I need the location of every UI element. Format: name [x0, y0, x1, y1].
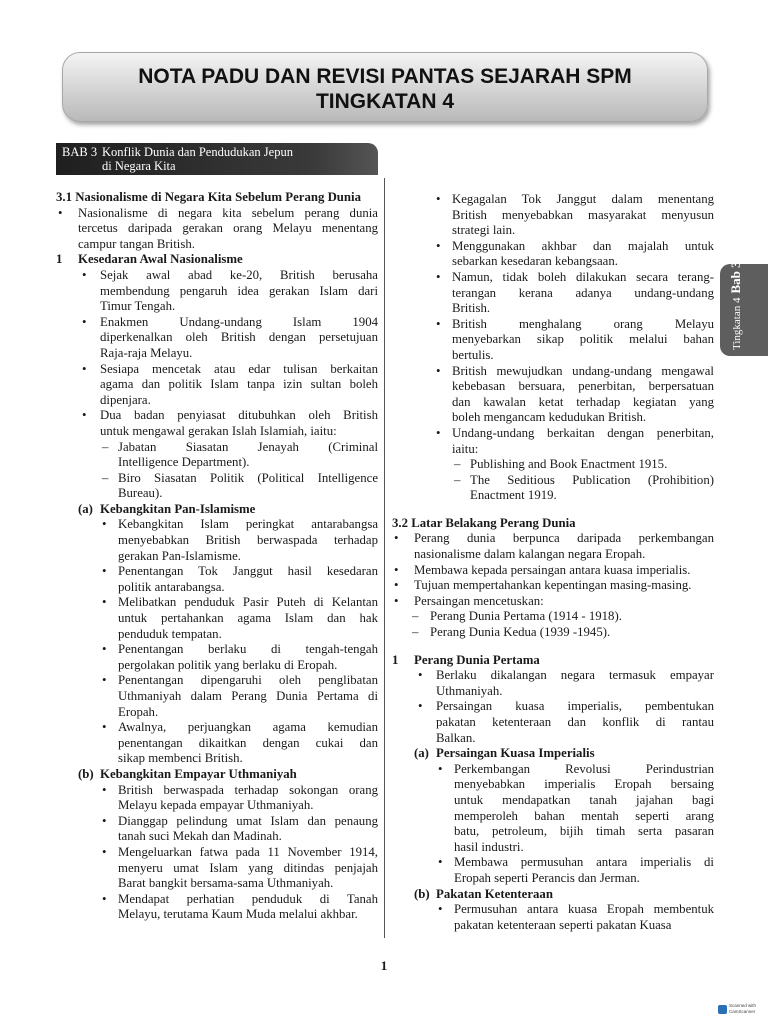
- chapter-bar: [56, 143, 378, 175]
- bullet-item: [392, 364, 714, 426]
- list-marker: –: [412, 625, 419, 640]
- bullet-item: [392, 563, 714, 579]
- side-chapter-tab: [720, 261, 768, 356]
- chapter-title: [102, 145, 293, 175]
- text-line: Penentangan dipengaruhi oleh penglibatan: [118, 673, 378, 688]
- side-tab-form: Tingkatan 4: [731, 297, 743, 350]
- bullet-item: [392, 625, 714, 641]
- text-line: Penentangan berlaku di tengah-tengah: [118, 642, 378, 657]
- list-marker: •: [436, 192, 441, 206]
- text-line: British menghalang orang Melayu: [452, 316, 714, 331]
- list-marker: •: [102, 891, 107, 906]
- text-line: Melibatkan penduduk Pasir Puteh di Kelantan: [118, 595, 378, 610]
- text-line: Biro Siasatan Politik (Political Intelligence: [118, 470, 378, 485]
- list-marker: –: [412, 609, 419, 624]
- list-marker: (a): [414, 746, 429, 761]
- chapter-title-line-1: Konflik Dunia dan Pendudukan Jepun: [102, 145, 293, 159]
- bullet-item: [392, 578, 714, 594]
- list-marker: •: [58, 205, 63, 220]
- text-line: Awalnya, perjuangkan agama kemudian: [118, 720, 378, 735]
- text-line: Nasionalisme di negara kita sebelum perang dunia: [78, 205, 378, 220]
- text-line: strategi lain.: [452, 223, 516, 238]
- heading-text: Kebangkitan Pan-Islamisme: [100, 501, 256, 516]
- text-line: Bureau).: [118, 486, 163, 501]
- list-marker: •: [82, 408, 87, 423]
- text-line: Kegagalan Tok Janggut dalam menentang: [452, 192, 714, 206]
- list-marker: •: [102, 595, 107, 610]
- list-marker: •: [102, 564, 107, 579]
- bullet-item: [56, 440, 378, 471]
- list-marker: –: [454, 472, 461, 487]
- bullet-item: [56, 268, 378, 315]
- text-line: Balkan.: [436, 730, 476, 745]
- heading-text: Kebangkitan Empayar Uthmaniyah: [100, 766, 297, 781]
- bullet-item: [56, 642, 378, 673]
- numbered-heading: [56, 767, 378, 783]
- bullet-item: [56, 814, 378, 845]
- list-marker: •: [102, 517, 107, 532]
- text-line: Dianggap pelindung umat Islam dan penaung: [118, 813, 378, 828]
- right-column: [392, 192, 714, 933]
- text-line: sebarkan kesedaran kebangsaan.: [452, 254, 618, 269]
- section-heading: 3.2 Latar Belakang Perang Dunia: [392, 515, 576, 530]
- text-line: Dua badan penyiasat ditubuhkan oleh British: [100, 408, 378, 423]
- bullet-item: [56, 362, 378, 409]
- section-heading: 3.1 Nasionalisme di Negara Kita Sebelum Perang Dunia: [56, 190, 361, 204]
- bullet-item: [56, 783, 378, 814]
- bullet-item: [392, 317, 714, 364]
- column-divider: [384, 178, 385, 938]
- list-marker: (b): [414, 886, 430, 901]
- text-line: Kebangkitan Islam peringkat antarabangsa: [118, 517, 378, 532]
- text-line: Perang dunia berpunca daripada perkembangan: [414, 531, 714, 546]
- bullet-item: [392, 239, 714, 270]
- text-line: British mewujudkan undang-undang mengawal: [452, 363, 714, 378]
- chapter-title-line-2: di Negara Kita: [102, 159, 176, 173]
- text-line: politik antarabangsa.: [118, 579, 225, 594]
- bullet-item: [392, 192, 714, 239]
- text-line: pakatan ketenteraan seperti pakatan Kuasa: [454, 917, 672, 932]
- text-line: Eropah.: [118, 704, 159, 719]
- numbered-heading: [392, 746, 714, 762]
- list-marker: •: [436, 269, 441, 284]
- text-line: Mengeluarkan fatwa pada 11 November 1914,: [118, 844, 378, 859]
- text-line: boleh mengancam kedudukan British.: [452, 410, 647, 425]
- text-line: untuk pertahankan agama Islam dan hak: [118, 611, 378, 626]
- text-line: Sesiapa mencetak atau edar tulisan berkaitan: [100, 361, 378, 376]
- text-line: nasionalisme dalam kalangan negara Eropah.: [414, 547, 646, 562]
- scanner-line-2: CamScanner: [729, 1009, 756, 1014]
- text-line: Menggunakan akhbar dan majalah untuk: [452, 238, 714, 253]
- list-marker: •: [436, 238, 441, 253]
- text-line: Membawa kepada persaingan antara kuasa imperialis.: [414, 562, 691, 577]
- list-marker: •: [436, 363, 441, 378]
- text-line: pakatan ketenteraan dan konflik di rantau: [436, 715, 714, 729]
- text-line: menyebabkan British berwaspada terhadap: [118, 533, 378, 548]
- text-line: Jabatan Siasatan Jenayah (Criminal: [118, 439, 378, 454]
- bullet-item: [392, 855, 714, 886]
- text-line: menyeru umat Islam yang ditindas penjajah: [118, 860, 378, 875]
- text-line: hasil industri.: [454, 839, 524, 854]
- list-marker: •: [436, 316, 441, 331]
- list-marker: •: [102, 642, 107, 657]
- spacer: [392, 641, 714, 653]
- list-marker: •: [102, 720, 107, 735]
- text-line: membendung pengaruh idea gerakan Islam dari: [100, 283, 378, 298]
- list-marker: •: [436, 425, 441, 440]
- text-line: campur tangan British.: [78, 236, 195, 251]
- list-marker: •: [82, 267, 87, 282]
- text-line: terangan kerana adanya undang-undang: [452, 285, 714, 300]
- text-line: untuk mendapatkan tanah jajahan bagi: [454, 792, 714, 807]
- list-marker: –: [102, 439, 109, 454]
- numbered-heading: [392, 653, 714, 669]
- text-line: Enactment 1919.: [470, 488, 557, 503]
- list-marker: (a): [78, 501, 93, 516]
- text-line: Publishing and Book Enactment 1915.: [470, 457, 668, 472]
- text-line: Timur Tengah.: [100, 299, 176, 314]
- chapter-number: BAB 3: [62, 145, 98, 159]
- list-marker: •: [102, 782, 107, 797]
- text-line: Enakmen Undang-undang Islam 1904: [100, 314, 378, 329]
- bullet-item: [56, 720, 378, 767]
- bullet-item: [56, 408, 378, 439]
- list-marker: •: [102, 844, 107, 859]
- list-marker: •: [394, 531, 399, 546]
- list-marker: •: [394, 578, 399, 593]
- list-marker: 1: [392, 652, 399, 667]
- text-line: Persaingan mencetuskan:: [414, 593, 544, 608]
- text-line: Raja-raja Melayu.: [100, 345, 193, 360]
- bullet-item: [56, 471, 378, 502]
- text-line: Undang-undang berkaitan dengan penerbitan,: [452, 425, 714, 440]
- list-marker: •: [438, 902, 443, 917]
- text-line: Tujuan mempertahankan kepentingan masing-masing.: [414, 578, 692, 593]
- text-line: dan kawalan ketat terhadap kegiatan yang: [452, 394, 714, 409]
- page-number: 1: [380, 958, 388, 973]
- text-line: Eropah seperti Perancis dan Jerman.: [454, 870, 640, 885]
- list-marker: •: [418, 668, 423, 683]
- bullet-item: [56, 564, 378, 595]
- numbered-heading: [56, 252, 378, 268]
- bullet-item: [56, 595, 378, 642]
- bullet-item: [392, 699, 714, 746]
- bullet-item: [392, 473, 714, 504]
- list-marker: •: [438, 855, 443, 870]
- text-line: Perkembangan Revolusi Perindustrian: [454, 761, 714, 776]
- text-line: Melayu kepada empayar Uthmaniyah.: [118, 798, 314, 813]
- bullet-item: [392, 762, 714, 856]
- text-line: Berlaku dikalangan negara termasuk empayar: [436, 668, 714, 683]
- heading-text: Persaingan Kuasa Imperialis: [436, 746, 595, 761]
- text-line: Membawa permusuhan antara imperialis di: [454, 855, 714, 870]
- text-line: British menyebabkan masyarakat menyusun: [452, 207, 714, 222]
- bullet-item: [392, 531, 714, 562]
- text-line: untuk mengawal gerakan Islah Islamiah, iaitu:: [100, 423, 337, 438]
- list-marker: •: [394, 593, 399, 608]
- text-line: menyebarkan sikap politik melalui bahan: [452, 332, 714, 347]
- text-line: gerakan Pan-Islamisme.: [118, 548, 241, 563]
- text-line: bertulis.: [452, 347, 494, 362]
- numbered-heading: [392, 887, 714, 903]
- title-line-1: NOTA PADU DAN REVISI PANTAS SEJARAH SPM: [138, 65, 632, 88]
- list-marker: •: [418, 699, 423, 714]
- list-marker: •: [82, 314, 87, 329]
- side-tab-chapter: Bab 3: [728, 261, 743, 294]
- list-marker: •: [82, 361, 87, 376]
- text-line: Uthmaniyah dalam Perang Dunia Pertama di: [118, 689, 378, 703]
- list-marker: –: [102, 470, 109, 485]
- text-line: agama dan politik Islam tanpa izin sultan boleh: [100, 377, 378, 392]
- camscanner-logo-icon: [718, 1005, 727, 1014]
- heading-text: Kesedaran Awal Nasionalisme: [78, 252, 243, 267]
- text-line: menyebabkan imperialis Eropah bersaing: [454, 777, 714, 792]
- text-line: The Seditious Publication (Prohibition): [470, 472, 714, 487]
- title-banner: [62, 52, 708, 122]
- text-line: Sejak awal abad ke-20, British berusaha: [100, 267, 378, 282]
- list-marker: •: [102, 813, 107, 828]
- text-line: Persaingan kuasa imperialis, pembentukan: [436, 699, 714, 714]
- heading-text: Perang Dunia Pertama: [414, 652, 540, 667]
- scanner-line-1: Scanned with: [729, 1003, 757, 1008]
- text-line: British.: [452, 301, 491, 316]
- text-line: Namun, tidak boleh dilakukan secara terang-: [452, 269, 714, 284]
- list-marker: •: [394, 562, 399, 577]
- text-line: Penentangan Tok Janggut hasil kesedaran: [118, 564, 378, 579]
- heading-text: Pakatan Ketenteraan: [436, 886, 553, 901]
- text-line: memperoleh bahan mentah seperti arang: [454, 808, 714, 823]
- text-line: pergolakan politik yang berlaku di Eropah.: [118, 657, 338, 672]
- text-line: penduduk tempatan.: [118, 626, 222, 641]
- text-line: tercetus daripada gerakan orang Melayu menentang: [78, 221, 378, 236]
- text-line: sikap membenci British.: [118, 751, 243, 766]
- text-line: Barat bangkit bersama-sama Uthmaniyah.: [118, 876, 334, 891]
- bullet-item: [56, 517, 378, 564]
- text-line: tanah suci Mekah dan Madinah.: [118, 829, 282, 844]
- text-line: British berwaspada terhadap sokongan orang: [118, 782, 378, 797]
- bullet-item: [392, 426, 714, 457]
- list-marker: 1: [56, 252, 63, 267]
- text-line: dipenjara.: [100, 392, 151, 407]
- scanner-watermark: [718, 1000, 762, 1018]
- spacer: [392, 504, 714, 516]
- bullet-item: [392, 457, 714, 473]
- text-line: iaitu:: [452, 441, 479, 456]
- list-marker: •: [438, 761, 443, 776]
- list-marker: –: [454, 457, 461, 472]
- list-marker: (b): [78, 766, 94, 781]
- bullet-item: [392, 594, 714, 610]
- bullet-item: [56, 315, 378, 362]
- text-line: Melayu, terutama Kaum Muda melalui akhbar.: [118, 907, 358, 922]
- bullet-item: [56, 845, 378, 892]
- text-line: Perang Dunia Pertama (1914 - 1918).: [430, 609, 622, 624]
- title-line-2: TINGKATAN 4: [315, 90, 455, 113]
- text-line: Permusuhan antara kuasa Eropah membentuk: [454, 902, 714, 917]
- numbered-heading: [56, 502, 378, 518]
- bullet-item: [56, 673, 378, 720]
- text-line: penentangan dikaitkan dengan cukai dan: [118, 735, 378, 750]
- bullet-item: [56, 892, 378, 923]
- text-line: Perang Dunia Kedua (1939 -1945).: [430, 625, 611, 640]
- text-line: batu, petroleum, bijih timah serta pasaran: [454, 824, 714, 839]
- left-column: [56, 190, 378, 923]
- bullet-item: [392, 902, 714, 933]
- text-line: Intelligence Department).: [118, 455, 250, 470]
- bullet-item: [392, 668, 714, 699]
- list-marker: •: [102, 673, 107, 688]
- text-line: kebebasan bersuara, penerbitan, berpersatuan: [452, 379, 714, 394]
- bullet-item: [56, 206, 378, 253]
- text-line: Uthmaniyah.: [436, 683, 503, 698]
- bullet-item: [392, 270, 714, 317]
- text-line: diperkenalkan oleh British dengan persetujuan: [100, 330, 378, 345]
- text-line: Mendapat perhatian penduduk di Tanah: [118, 891, 378, 906]
- bullet-item: [392, 609, 714, 625]
